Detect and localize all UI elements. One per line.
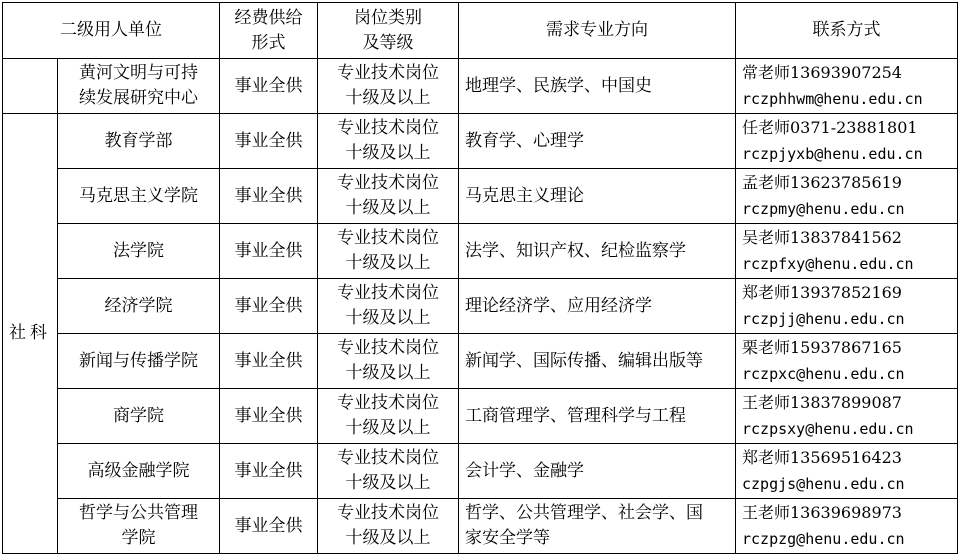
- unit-line1: 教育学部: [104, 130, 173, 151]
- post-line1: 专业技术岗位: [337, 118, 439, 138]
- contact-email: czpgjs@henu.edu.cn: [742, 475, 905, 493]
- contact-cell: [736, 444, 958, 499]
- header-post-line2: 及等级: [362, 32, 414, 53]
- post-line2: 十级及以上: [345, 88, 431, 108]
- major-cell: [459, 389, 736, 444]
- post-cell: [318, 279, 459, 334]
- funding-text: 事业全供: [234, 350, 303, 371]
- major-cell: [459, 169, 736, 224]
- post-line2: 十级及以上: [345, 143, 431, 163]
- unit-line1: 法学院: [113, 240, 164, 261]
- post-line2: 十级及以上: [345, 473, 431, 493]
- unit-line1: 哲学与公共管理: [79, 503, 198, 523]
- unit-line2: 学院: [121, 528, 156, 548]
- header-unit: [3, 3, 220, 59]
- group-label: 社科: [9, 323, 51, 343]
- header-funding: [220, 3, 318, 59]
- post-cell: [318, 224, 459, 279]
- unit-line2: 续发展研究中心: [79, 88, 198, 108]
- funding-cell: [220, 224, 318, 279]
- post-cell: [318, 389, 459, 444]
- table-row: [3, 334, 958, 389]
- unit-cell: [58, 444, 220, 499]
- post-cell: [318, 334, 459, 389]
- header-row: [3, 3, 958, 59]
- major-line1: 新闻学、国际传播、编辑出版等: [465, 350, 703, 371]
- post-cell: [318, 169, 459, 224]
- contact-email: rczpjj@henu.edu.cn: [742, 310, 905, 328]
- contact-cell: [736, 334, 958, 389]
- major-cell: [459, 114, 736, 169]
- unit-line1: 新闻与传播学院: [79, 350, 198, 371]
- post-line2: 十级及以上: [345, 528, 431, 548]
- contact-email: rczpmy@henu.edu.cn: [742, 200, 905, 218]
- table-row: [3, 169, 958, 224]
- major-line1: 教育学、心理学: [465, 130, 584, 151]
- header-contact-text: 联系方式: [812, 20, 881, 40]
- major-line1: 马克思主义理论: [465, 185, 584, 206]
- funding-cell: [220, 499, 318, 554]
- post-line1: 专业技术岗位: [337, 173, 439, 193]
- contact-cell: [736, 169, 958, 224]
- header-major-text: 需求专业方向: [546, 20, 648, 40]
- empty-group-cell: [3, 59, 58, 114]
- header-major: [459, 3, 736, 59]
- header-contact: [736, 3, 958, 59]
- major-cell: [459, 444, 736, 499]
- contact-email: rczpxc@henu.edu.cn: [742, 365, 905, 383]
- post-line2: 十级及以上: [345, 363, 431, 383]
- funding-text: 事业全供: [234, 295, 303, 316]
- post-line2: 十级及以上: [345, 253, 431, 273]
- post-cell: [318, 59, 459, 114]
- unit-line1: 马克思主义学院: [79, 185, 198, 206]
- contact-cell: [736, 389, 958, 444]
- contact-phone: 孟老师13623785619: [742, 173, 902, 192]
- major-line1: 会计学、金融学: [465, 460, 584, 481]
- funding-cell: [220, 444, 318, 499]
- table-row: [3, 279, 958, 334]
- unit-line1: 高级金融学院: [87, 460, 190, 481]
- table-row: [3, 389, 958, 444]
- unit-cell: [58, 224, 220, 279]
- contact-phone: 常老师13693907254: [742, 63, 902, 82]
- post-line1: 专业技术岗位: [337, 393, 439, 413]
- major-line1: 理论经济学、应用经济学: [465, 295, 652, 316]
- unit-cell: [58, 334, 220, 389]
- unit-cell: [58, 169, 220, 224]
- funding-text: 事业全供: [234, 185, 303, 206]
- funding-cell: [220, 59, 318, 114]
- major-cell: [459, 224, 736, 279]
- unit-cell: [58, 114, 220, 169]
- post-line2: 十级及以上: [345, 418, 431, 438]
- major-line1: 法学、知识产权、纪检监察学: [465, 240, 686, 261]
- post-line1: 专业技术岗位: [337, 283, 439, 303]
- major-line1: 哲学、公共管理学、社会学、国: [465, 503, 703, 523]
- contact-cell: [736, 114, 958, 169]
- major-line2: 家安全学等: [465, 528, 550, 548]
- funding-text: 事业全供: [234, 75, 303, 96]
- contact-phone: 栗老师15937867165: [742, 338, 902, 357]
- recruitment-table: [2, 2, 958, 554]
- header-funding-line1: 经费供给: [234, 7, 303, 28]
- contact-cell: [736, 59, 958, 114]
- contact-phone: 王老师13837899087: [742, 393, 902, 412]
- table-row: [3, 499, 958, 554]
- funding-cell: [220, 279, 318, 334]
- major-cell: [459, 59, 736, 114]
- header-post: [318, 3, 459, 59]
- contact-phone: 郑老师13569516423: [742, 448, 902, 467]
- post-line2: 十级及以上: [345, 308, 431, 328]
- contact-email: rczpzg@henu.edu.cn: [742, 530, 905, 548]
- funding-text: 事业全供: [234, 405, 303, 426]
- funding-text: 事业全供: [234, 460, 303, 481]
- unit-line1: 黄河文明与可持: [79, 63, 198, 83]
- major-cell: [459, 499, 736, 554]
- header-unit-text: 二级用人单位: [60, 20, 162, 40]
- contact-cell: [736, 279, 958, 334]
- contact-cell: [736, 499, 958, 554]
- unit-cell: [58, 499, 220, 554]
- funding-text: 事业全供: [234, 240, 303, 261]
- contact-cell: [736, 224, 958, 279]
- post-line1: 专业技术岗位: [337, 503, 439, 523]
- table-row: [3, 224, 958, 279]
- post-line2: 十级及以上: [345, 198, 431, 218]
- header-funding-line2: 形式: [251, 32, 286, 53]
- contact-email: rczpfxy@henu.edu.cn: [742, 255, 914, 273]
- contact-phone: 任老师0371-23881801: [742, 118, 918, 137]
- post-cell: [318, 114, 459, 169]
- unit-line1: 商学院: [113, 405, 164, 426]
- funding-text: 事业全供: [234, 515, 303, 536]
- table-row: [3, 114, 958, 169]
- contact-phone: 王老师13639698973: [742, 503, 902, 522]
- funding-cell: [220, 114, 318, 169]
- funding-text: 事业全供: [234, 130, 303, 151]
- table-row: [3, 59, 958, 114]
- contact-email: rczpsxy@henu.edu.cn: [742, 420, 914, 438]
- funding-cell: [220, 169, 318, 224]
- post-line1: 专业技术岗位: [337, 448, 439, 468]
- major-cell: [459, 279, 736, 334]
- contact-email: rczpjyxb@henu.edu.cn: [742, 145, 923, 163]
- unit-cell: [58, 279, 220, 334]
- post-cell: [318, 499, 459, 554]
- post-line1: 专业技术岗位: [337, 338, 439, 358]
- unit-line1: 经济学院: [104, 295, 173, 316]
- group-cell: [3, 114, 58, 554]
- header-post-line1: 岗位类别: [354, 7, 422, 28]
- post-line1: 专业技术岗位: [337, 63, 439, 83]
- major-cell: [459, 334, 736, 389]
- funding-cell: [220, 334, 318, 389]
- contact-phone: 吴老师13837841562: [742, 228, 902, 247]
- post-cell: [318, 444, 459, 499]
- unit-cell: [58, 389, 220, 444]
- unit-cell: [58, 59, 220, 114]
- major-line1: 工商管理学、管理科学与工程: [465, 405, 686, 426]
- major-line1: 地理学、民族学、中国史: [465, 75, 652, 96]
- contact-email: rczphhwm@henu.edu.cn: [742, 90, 923, 108]
- contact-phone: 郑老师13937852169: [742, 283, 902, 302]
- funding-cell: [220, 389, 318, 444]
- post-line1: 专业技术岗位: [337, 228, 439, 248]
- table-row: [3, 444, 958, 499]
